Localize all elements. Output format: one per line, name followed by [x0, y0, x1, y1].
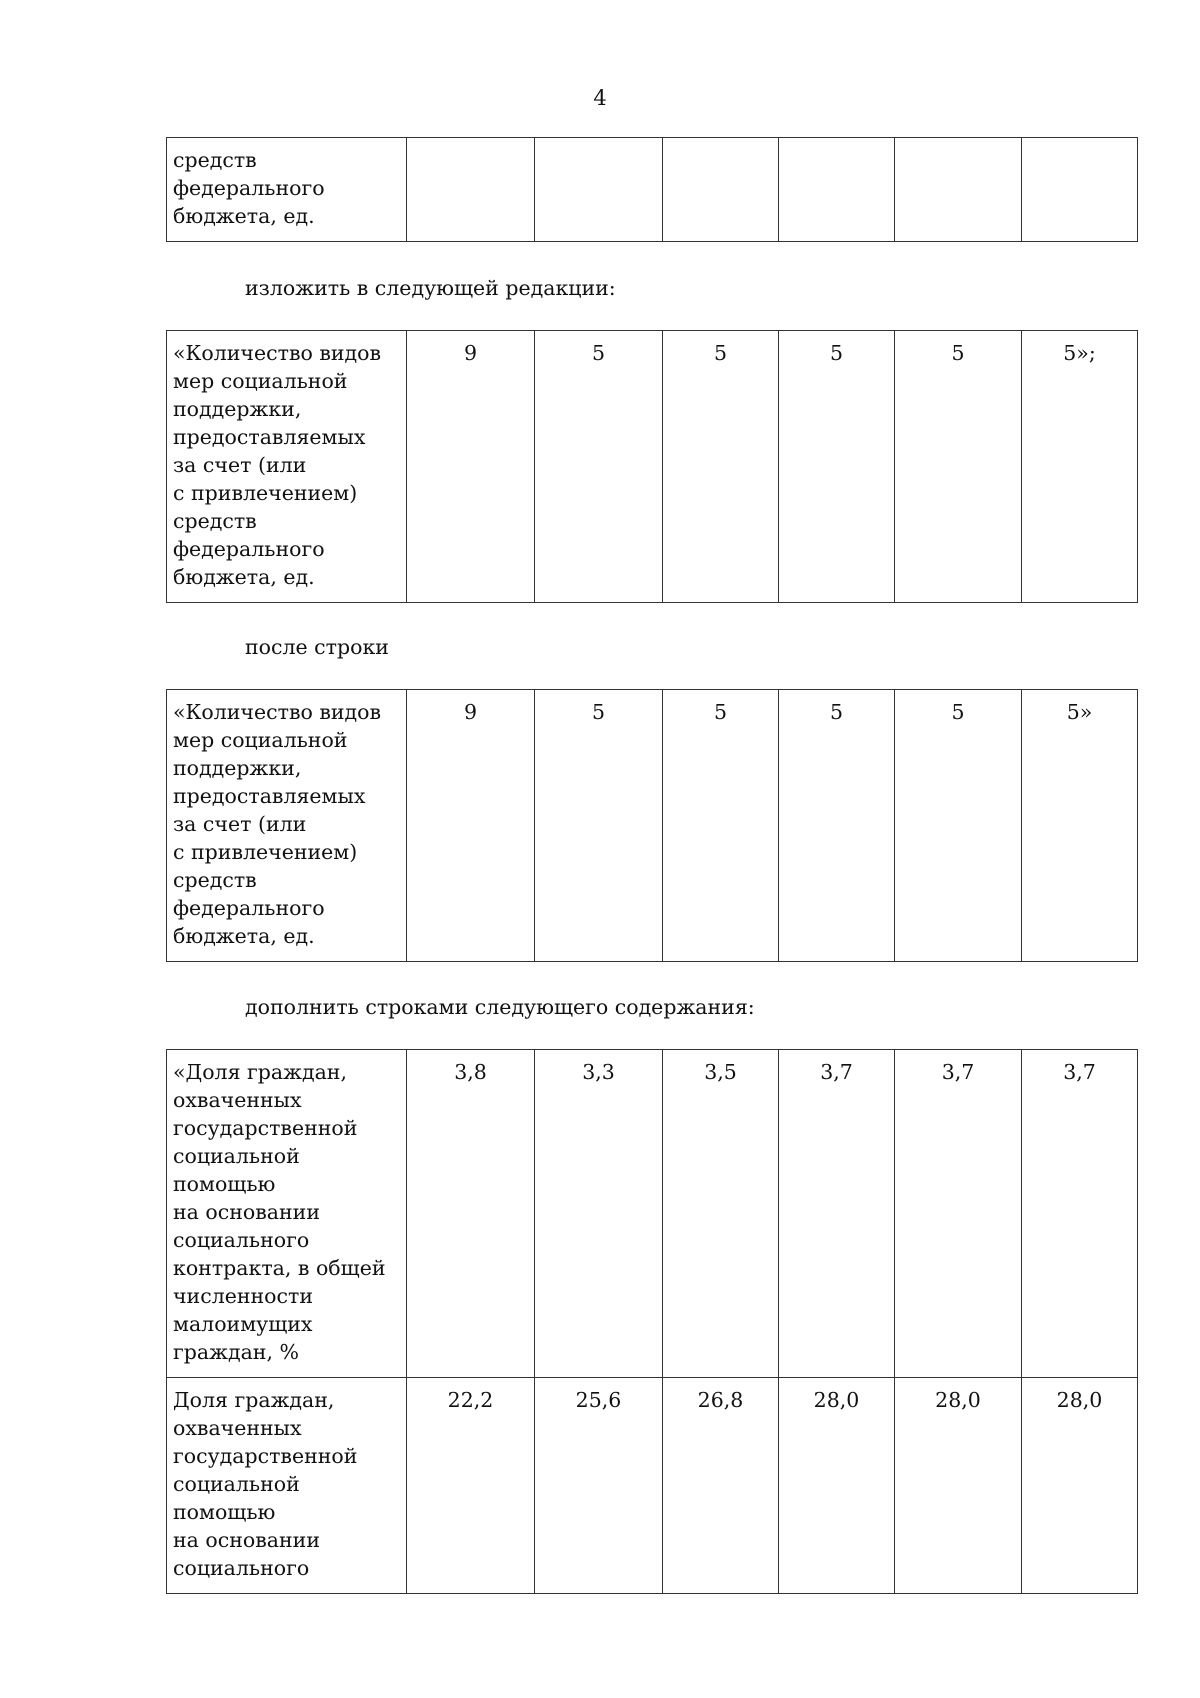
- row-label: Доля граждан, охваченных государственной социальной помощью на основании социального: [167, 1378, 407, 1594]
- page-number: 4: [593, 86, 607, 110]
- value-cell: 25,6: [535, 1378, 663, 1594]
- value-cell: [895, 138, 1022, 242]
- table-added-rows: [166, 1049, 1138, 1594]
- value-cell: 22,2: [407, 1378, 535, 1594]
- value-cell: 5: [535, 690, 663, 962]
- value-cell: 3,3: [535, 1050, 663, 1378]
- table-row: [167, 1050, 1138, 1378]
- value-cell: 5: [663, 331, 779, 603]
- value-cell: [535, 138, 663, 242]
- value-cell: 28,0: [895, 1378, 1022, 1594]
- row-label: «Количество видов мер социальной поддержки, предоставляемых за счет (или с привлечением) средств федерального бюджета, ед.: [167, 331, 407, 603]
- value-cell: 9: [407, 690, 535, 962]
- value-cell: 5: [663, 690, 779, 962]
- table-reference-row: [166, 689, 1138, 962]
- table-replacement: [166, 330, 1138, 603]
- instruction-paragraph: после строки: [245, 635, 389, 659]
- value-cell: 5: [779, 690, 895, 962]
- value-cell: [1022, 138, 1138, 242]
- table-row: [167, 1378, 1138, 1594]
- value-cell: 26,8: [663, 1378, 779, 1594]
- row-label: «Доля граждан, охваченных государственной социальной помощью на основании социального контракта, в общей численности малоимущих граждан, %: [167, 1050, 407, 1378]
- value-cell: 5: [779, 331, 895, 603]
- value-cell: 3,7: [895, 1050, 1022, 1378]
- value-cell: 28,0: [1022, 1378, 1138, 1594]
- value-cell: 3,5: [663, 1050, 779, 1378]
- instruction-paragraph: дополнить строками следующего содержания:: [245, 995, 755, 1019]
- row-label: «Количество видов мер социальной поддержки, предоставляемых за счет (или с привлечением) средств федерального бюджета, ед.: [167, 690, 407, 962]
- table-row: [167, 138, 1138, 242]
- instruction-paragraph: изложить в следующей редакции:: [245, 276, 616, 300]
- value-cell: [663, 138, 779, 242]
- value-cell: 28,0: [779, 1378, 895, 1594]
- value-cell: 5: [535, 331, 663, 603]
- row-label: средств федерального бюджета, ед.: [167, 138, 407, 242]
- value-cell: 3,7: [1022, 1050, 1138, 1378]
- value-cell: [407, 138, 535, 242]
- table-row: [167, 331, 1138, 603]
- value-cell: 3,8: [407, 1050, 535, 1378]
- value-cell: 5»;: [1022, 331, 1138, 603]
- table-continuation: [166, 137, 1138, 242]
- value-cell: [779, 138, 895, 242]
- value-cell: 3,7: [779, 1050, 895, 1378]
- value-cell: 5: [895, 690, 1022, 962]
- value-cell: 9: [407, 331, 535, 603]
- table-row: [167, 690, 1138, 962]
- value-cell: 5»: [1022, 690, 1138, 962]
- value-cell: 5: [895, 331, 1022, 603]
